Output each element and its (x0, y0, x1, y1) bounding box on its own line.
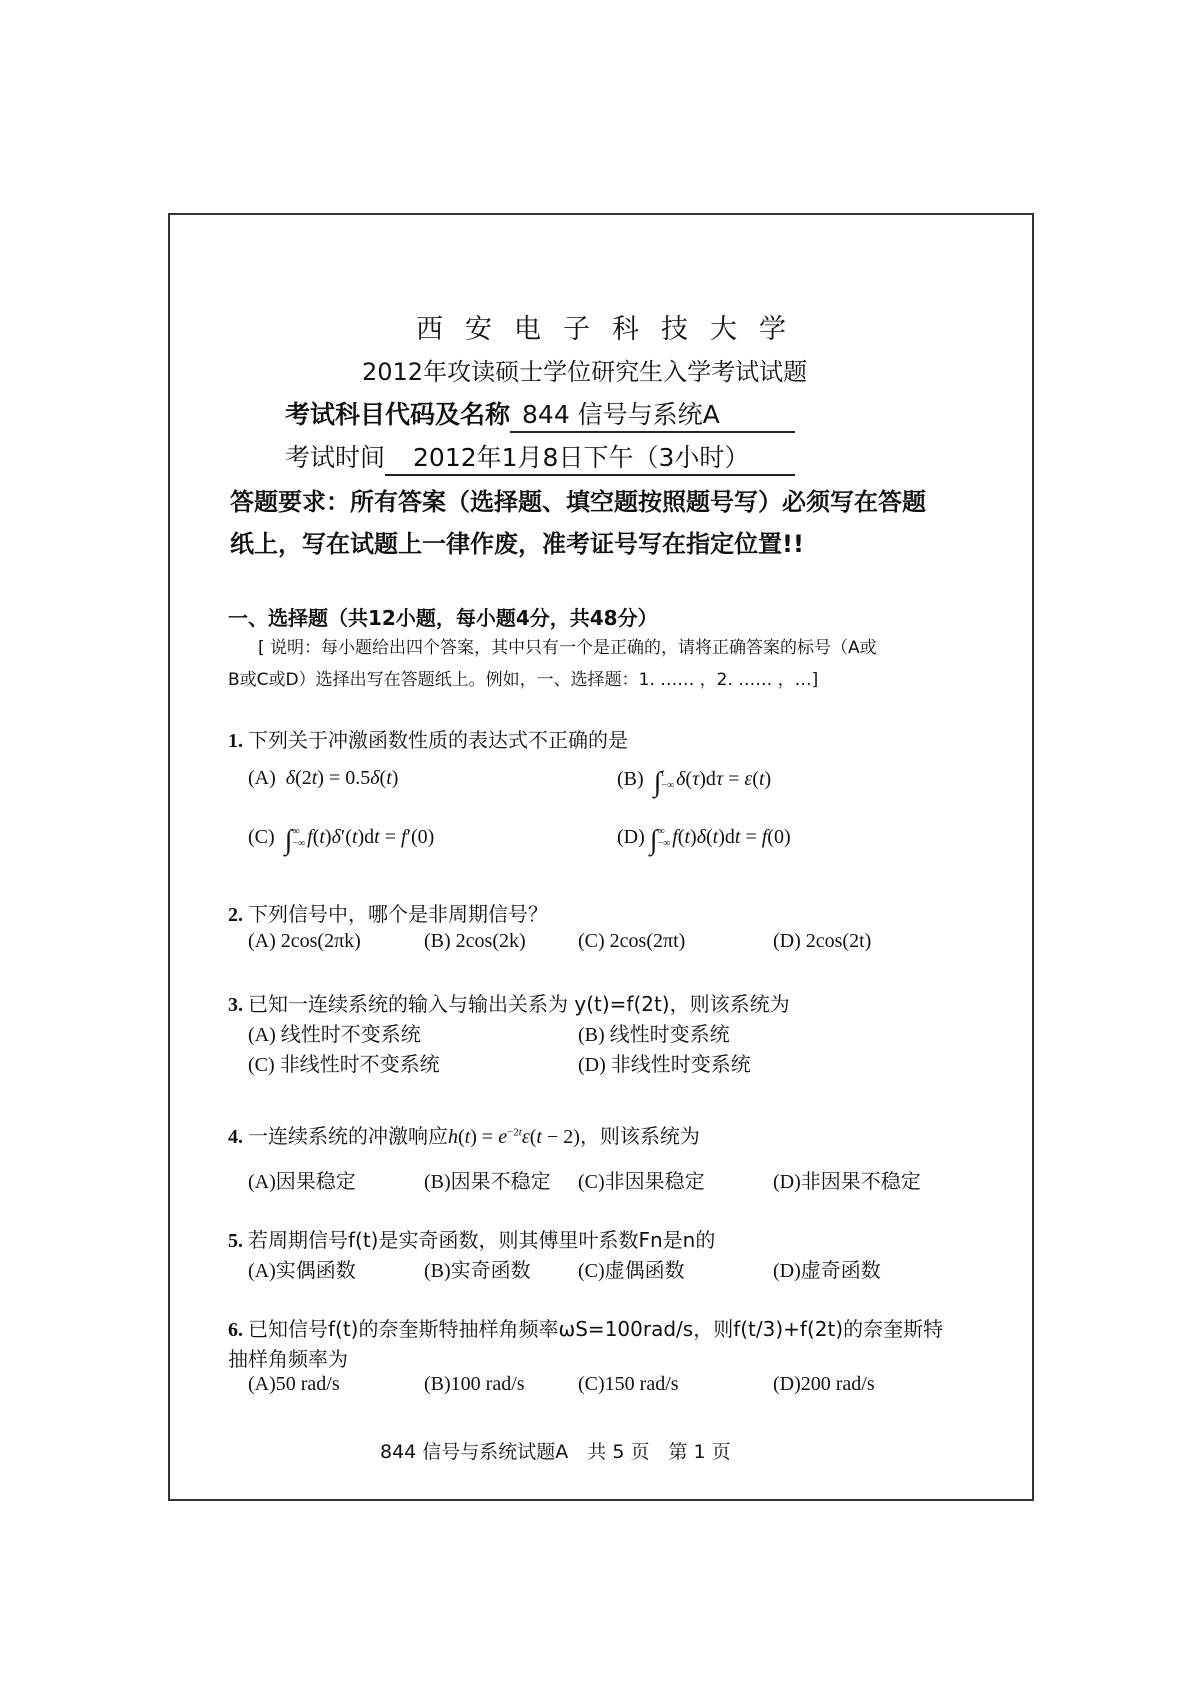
q6-option-d (773, 1373, 875, 1396)
question-stem: 下列信号中，哪个是非周期信号？ (248, 902, 548, 926)
requirement-line-2: 纸上，写在试题上一律作废，准考证号写在指定位置!! (230, 530, 804, 558)
option-label: (D) (578, 1054, 606, 1076)
option-label: (B) (578, 1024, 605, 1046)
subject-value: 844 信号与系统A (510, 395, 795, 433)
university-name: 西安电子科技大学 (416, 314, 808, 345)
q4-option-c (578, 1165, 705, 1194)
option-formula: ∫t −∞ δ(τ)dτ = ε(t) (653, 767, 772, 798)
option-text: 200 rad/s (800, 1373, 875, 1395)
requirement-line-1: 答题要求：所有答案（选择题、填空题按照题号写）必须写在答题 (230, 488, 926, 516)
section-note-line-2: B或C或D）选择出写在答题纸上。例如，一、选择题：1. …… ，2. …… ，…] (228, 670, 819, 690)
subject-line (285, 395, 795, 433)
question-5 (228, 1224, 715, 1253)
q2-option-b (424, 930, 526, 953)
option-label: (C) (578, 1260, 605, 1282)
option-formula: ∫∞ −∞ f(t)δ′(t)dt = f′(0) (284, 825, 435, 856)
option-text: 50 rad/s (275, 1373, 340, 1395)
q1-option-d (617, 825, 791, 857)
question-2 (228, 898, 548, 927)
option-label: (B) (424, 1373, 451, 1395)
option-text: 2cos(2k) (455, 930, 526, 952)
option-label: (A) (248, 1373, 276, 1395)
option-label: (A) (248, 930, 276, 952)
option-text: 虚偶函数 (604, 1258, 685, 1282)
q1-option-a (248, 767, 398, 790)
q3-option-d (578, 1048, 751, 1077)
q6-option-c (578, 1373, 679, 1396)
q2-option-a (248, 930, 361, 953)
q3-option-a (248, 1018, 421, 1047)
option-label: (C) (578, 1373, 605, 1395)
time-value: 2012年1月8日下午（3小时） (385, 438, 795, 476)
option-label: (B) (424, 1171, 451, 1193)
option-text: 2cos(2πt) (609, 930, 686, 952)
exam-title: 2012年攻读硕士学位研究生入学考试试题 (362, 358, 808, 386)
question-stem: 下列关于冲激函数性质的表达式不正确的是 (248, 728, 628, 752)
q4-option-b (424, 1165, 551, 1194)
question-6-line-2: 抽样角频率为 (228, 1347, 348, 1371)
option-text: 线性时变系统 (609, 1022, 730, 1046)
question-number: 2. (228, 904, 243, 926)
q5-option-c (578, 1254, 685, 1283)
option-label: (D) (617, 826, 645, 848)
time-line (285, 438, 795, 476)
question-formula: $h(t) = e^{-2t}\varepsilon(t - 2)$ (448, 1126, 580, 1148)
question-number: 1. (228, 730, 243, 752)
question-stem-line-1: 已知信号f(t)的奈奎斯特抽样角频率ωS=100rad/s，则f(t/3)+f(2t)的奈奎斯特 (248, 1317, 944, 1341)
q5-option-d (773, 1254, 881, 1283)
question-4 (228, 1120, 700, 1149)
option-label: (D) (773, 1373, 801, 1395)
option-formula: ∫∞ −∞ f(t)δ(t)dt = f(0) (649, 825, 791, 856)
option-text: 实奇函数 (450, 1258, 531, 1282)
option-text: 非线性时不变系统 (279, 1052, 440, 1076)
question-1 (228, 724, 628, 753)
option-label: (C) (578, 930, 605, 952)
option-text: 非因果稳定 (604, 1169, 705, 1193)
question-stem: 已知一连续系统的输入与输出关系为 y(t)=f(2t)，则该系统为 (248, 992, 790, 1016)
q5-option-b (424, 1254, 531, 1283)
time-label: 考试时间 (285, 443, 386, 472)
option-label: (A) (248, 1171, 276, 1193)
question-number: 5. (228, 1230, 243, 1252)
question-stem-prefix: 一连续系统的冲激响应 (248, 1124, 448, 1148)
question-number: 6. (228, 1319, 243, 1341)
option-label: (C) (248, 1054, 275, 1076)
question-number: 3. (228, 994, 243, 1016)
question-stem: 若周期信号f(t)是实奇函数，则其傅里叶系数Fn是n的 (248, 1228, 716, 1252)
option-text: 实偶函数 (275, 1258, 356, 1282)
q3-option-b (578, 1018, 730, 1047)
option-text: 虚奇函数 (800, 1258, 881, 1282)
option-label: (A) (248, 1260, 276, 1282)
option-label: (B) (617, 768, 644, 790)
q2-option-d (773, 930, 871, 953)
option-label: (D) (773, 1171, 801, 1193)
option-label: (C) (248, 826, 275, 848)
q5-option-a (248, 1254, 356, 1283)
q6-option-a (248, 1373, 340, 1396)
question-6 (228, 1313, 943, 1342)
q4-option-d (773, 1165, 921, 1194)
option-label: (C) (578, 1171, 605, 1193)
question-number: 4. (228, 1126, 243, 1148)
option-text: 非线性时变系统 (610, 1052, 751, 1076)
option-text: 150 rad/s (604, 1373, 679, 1395)
option-label: (B) (424, 1260, 451, 1282)
option-text: 非因果不稳定 (800, 1169, 921, 1193)
option-text: 2cos(2πk) (280, 930, 361, 952)
q1-option-b (617, 767, 771, 799)
q6-option-b (424, 1373, 525, 1396)
option-text: 线性时不变系统 (280, 1022, 421, 1046)
option-text: 因果稳定 (275, 1169, 356, 1193)
section-title: 一、选择题（共12小题，每小题4分，共48分） (228, 606, 658, 630)
option-label: (A) (248, 767, 276, 789)
option-formula: δ(2t) = 0.5δ(t) (285, 767, 399, 789)
option-label: (B) (424, 930, 451, 952)
option-label: (D) (773, 1260, 801, 1282)
q1-option-c (248, 825, 434, 857)
section-note-line-1: [ 说明：每小题给出四个答案，其中只有一个是正确的，请将正确答案的标号（A或 (258, 638, 877, 658)
option-label: (A) (248, 1024, 276, 1046)
option-text: 2cos(2t) (805, 930, 872, 952)
question-stem-suffix: ，则该系统为 (579, 1124, 700, 1148)
option-text: 因果不稳定 (450, 1169, 551, 1193)
subject-label: 考试科目代码及名称 (285, 400, 511, 429)
option-text: 100 rad/s (450, 1373, 525, 1395)
question-3 (228, 988, 790, 1017)
q4-option-a (248, 1165, 356, 1194)
q3-option-c (248, 1048, 440, 1077)
page-footer: 844 信号与系统试题A 共 5 页 第 1 页 (380, 1441, 731, 1463)
option-label: (D) (773, 930, 801, 952)
q2-option-c (578, 930, 685, 953)
